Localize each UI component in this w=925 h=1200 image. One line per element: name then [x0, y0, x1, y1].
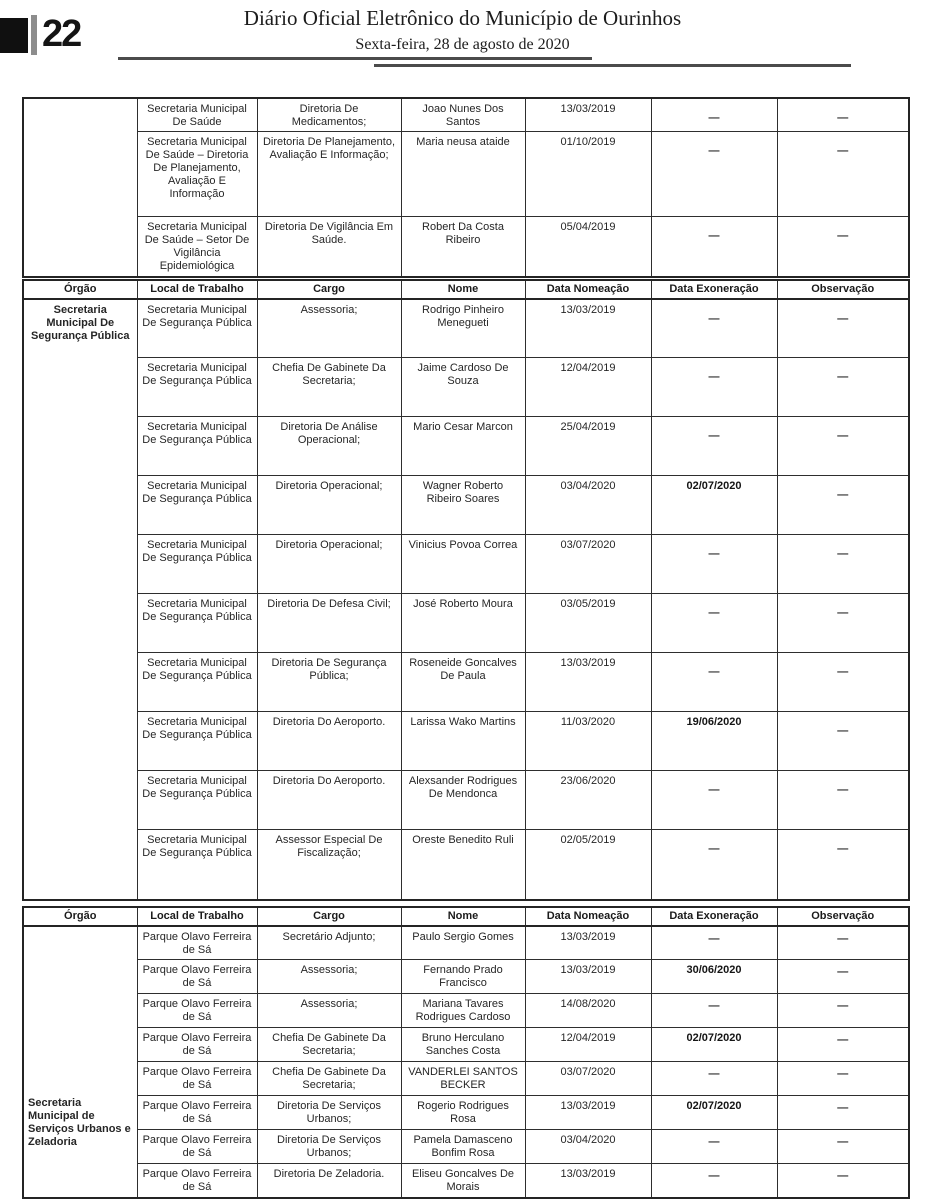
cell-cargo: Chefia De Gabinete Da Secretaria;	[257, 358, 401, 417]
cell-observacao	[777, 217, 909, 277]
table-row	[23, 1028, 909, 1062]
column-header-0: Órgão	[23, 280, 137, 299]
cell-local-de-trabalho: Secretaria Municipal De Segurança Pública	[137, 417, 257, 476]
column-header-1: Local de Trabalho	[137, 280, 257, 299]
cell-data-nomeacao: 11/03/2020	[525, 712, 651, 771]
cell-data-exoneracao	[651, 1164, 777, 1198]
cell-data-exoneracao	[651, 653, 777, 712]
table-row	[23, 358, 909, 417]
exoneration-date: 30/06/2020	[686, 964, 742, 976]
cell-data-exoneracao	[651, 132, 777, 217]
table-row	[23, 1062, 909, 1096]
cell-cargo: Assessoria;	[257, 994, 401, 1028]
cell-cargo: Diretoria De Vigilância Em Saúde.	[257, 217, 401, 277]
cell-data-nomeacao: 23/06/2020	[525, 771, 651, 830]
cell-nome: Wagner Roberto Ribeiro Soares	[401, 476, 525, 535]
table-row	[23, 535, 909, 594]
column-header-2: Cargo	[257, 280, 401, 299]
table-row	[23, 712, 909, 771]
cell-data-exoneracao	[651, 358, 777, 417]
empty-marker: —	[708, 784, 720, 796]
table-row	[23, 476, 909, 535]
table-row	[23, 98, 909, 132]
table-row	[23, 217, 909, 277]
column-header-4: Data Nomeação	[525, 280, 651, 299]
cell-data-nomeacao: 13/03/2019	[525, 926, 651, 960]
table-row	[23, 1096, 909, 1130]
column-header-5: Data Exoneração	[651, 907, 777, 926]
cell-local-de-trabalho: Secretaria Municipal De Segurança Pública	[137, 535, 257, 594]
cell-data-exoneracao	[651, 217, 777, 277]
empty-marker: —	[837, 312, 849, 325]
empty-marker: —	[837, 230, 849, 242]
cell-observacao	[777, 476, 909, 535]
cell-observacao	[777, 1062, 909, 1096]
empty-marker: —	[837, 371, 849, 383]
cell-data-nomeacao: 13/03/2019	[525, 1096, 651, 1130]
cell-observacao	[777, 1028, 909, 1062]
empty-marker: —	[837, 666, 849, 678]
cell-data-exoneracao	[651, 1062, 777, 1096]
empty-marker: —	[837, 430, 849, 442]
empty-marker: —	[837, 548, 849, 560]
cell-local-de-trabalho: Parque Olavo Ferreira de Sá	[137, 1062, 257, 1096]
cell-local-de-trabalho: Secretaria Municipal De Segurança Pública	[137, 476, 257, 535]
cell-local-de-trabalho: Parque Olavo Ferreira de Sá	[137, 960, 257, 994]
cell-data-nomeacao: 25/04/2019	[525, 417, 651, 476]
cell-data-exoneracao	[651, 994, 777, 1028]
table-section-saude-continuation	[22, 97, 910, 278]
masthead-rule-bottom	[374, 64, 851, 67]
cell-orgao	[23, 98, 137, 277]
column-header-1: Local de Trabalho	[137, 907, 257, 926]
cell-data-nomeacao: 03/05/2019	[525, 594, 651, 653]
cell-data-nomeacao: 03/04/2020	[525, 1130, 651, 1164]
table-row	[23, 1164, 909, 1198]
column-header-3: Nome	[401, 280, 525, 299]
cell-observacao	[777, 994, 909, 1028]
cell-observacao	[777, 1130, 909, 1164]
cell-data-exoneracao	[651, 98, 777, 132]
empty-marker: —	[837, 1000, 849, 1012]
exoneration-date: 19/06/2020	[686, 716, 742, 728]
cell-data-nomeacao: 13/03/2019	[525, 960, 651, 994]
cell-nome: Alexsander Rodrigues De Mendonca	[401, 771, 525, 830]
empty-marker: —	[708, 607, 720, 619]
cell-data-nomeacao: 01/10/2019	[525, 132, 651, 217]
cell-observacao	[777, 417, 909, 476]
cell-cargo: Diretoria De Segurança Pública;	[257, 653, 401, 712]
empty-marker: —	[708, 430, 720, 442]
cell-observacao	[777, 594, 909, 653]
empty-marker: —	[708, 145, 720, 157]
empty-marker: —	[708, 1068, 720, 1080]
cell-data-nomeacao: 05/04/2019	[525, 217, 651, 277]
cell-local-de-trabalho: Parque Olavo Ferreira de Sá	[137, 1164, 257, 1198]
cell-data-exoneracao	[651, 926, 777, 960]
exoneration-date: 02/07/2020	[686, 1032, 742, 1044]
cell-data-nomeacao: 13/03/2019	[525, 299, 651, 358]
cell-observacao	[777, 299, 909, 358]
cell-cargo: Diretoria De Zeladoria.	[257, 1164, 401, 1198]
cell-nome: Eliseu Goncalves De Morais	[401, 1164, 525, 1198]
empty-marker: —	[708, 666, 720, 678]
empty-marker: —	[708, 843, 720, 855]
empty-marker: —	[708, 312, 720, 325]
empty-marker: —	[837, 1170, 849, 1182]
empty-marker: —	[708, 112, 720, 124]
cell-nome: Joao Nunes Dos Santos	[401, 98, 525, 132]
cell-nome: Fernando Prado Francisco	[401, 960, 525, 994]
cell-data-exoneracao	[651, 830, 777, 900]
cell-nome: Vinicius Povoa Correa	[401, 535, 525, 594]
cell-nome: Paulo Sergio Gomes	[401, 926, 525, 960]
column-header-4: Data Nomeação	[525, 907, 651, 926]
cell-cargo: Secretário Adjunto;	[257, 926, 401, 960]
cell-local-de-trabalho: Parque Olavo Ferreira de Sá	[137, 1028, 257, 1062]
cell-cargo: Diretoria De Medicamentos;	[257, 98, 401, 132]
cell-observacao	[777, 926, 909, 960]
cell-cargo: Diretoria Operacional;	[257, 535, 401, 594]
gazette-title: Diário Oficial Eletrônico do Município de Ourinhos	[243, 6, 682, 30]
cell-observacao	[777, 535, 909, 594]
cell-nome: Roseneide Goncalves De Paula	[401, 653, 525, 712]
cell-nome: Mario Cesar Marcon	[401, 417, 525, 476]
table-row	[23, 594, 909, 653]
empty-marker: —	[708, 1136, 720, 1148]
cell-cargo: Chefia De Gabinete Da Secretaria;	[257, 1028, 401, 1062]
cell-local-de-trabalho: Parque Olavo Ferreira de Sá	[137, 1130, 257, 1164]
cell-local-de-trabalho: Secretaria Municipal De Saúde – Diretoria De Planejamento, Avaliação E Informação	[137, 132, 257, 217]
table-row	[23, 994, 909, 1028]
table-section-servicos-urbanos	[22, 906, 910, 1199]
cell-observacao	[777, 98, 909, 132]
cell-nome: Rogerio Rodrigues Rosa	[401, 1096, 525, 1130]
cell-local-de-trabalho: Secretaria Municipal De Saúde	[137, 98, 257, 132]
empty-marker: —	[708, 1170, 720, 1182]
cell-local-de-trabalho: Secretaria Municipal De Segurança Pública	[137, 653, 257, 712]
cell-local-de-trabalho: Parque Olavo Ferreira de Sá	[137, 994, 257, 1028]
empty-marker: —	[837, 1034, 849, 1046]
exoneration-date: 02/07/2020	[686, 1100, 742, 1112]
cell-data-nomeacao: 03/04/2020	[525, 476, 651, 535]
cell-observacao	[777, 830, 909, 900]
empty-marker: —	[837, 1068, 849, 1080]
table-row	[23, 417, 909, 476]
cell-cargo: Diretoria De Serviços Urbanos;	[257, 1096, 401, 1130]
cell-data-exoneracao	[651, 476, 777, 535]
cell-data-nomeacao: 14/08/2020	[525, 994, 651, 1028]
cell-cargo: Diretoria De Serviços Urbanos;	[257, 1130, 401, 1164]
table-row	[23, 830, 909, 900]
table-row	[23, 653, 909, 712]
cell-observacao	[777, 712, 909, 771]
table-section-seguranca-publica	[22, 279, 910, 901]
cell-cargo: Diretoria Operacional;	[257, 476, 401, 535]
column-header-6: Observação	[777, 907, 909, 926]
cell-orgao: Secretaria Municipal de Serviços Urbanos e Zeladoria	[23, 926, 137, 1198]
cell-nome: Jaime Cardoso De Souza	[401, 358, 525, 417]
cell-local-de-trabalho: Secretaria Municipal De Segurança Pública	[137, 594, 257, 653]
cell-data-exoneracao	[651, 1130, 777, 1164]
cell-nome: Oreste Benedito Ruli	[401, 830, 525, 900]
empty-marker: —	[837, 607, 849, 619]
empty-marker: —	[837, 145, 849, 157]
empty-marker: —	[708, 371, 720, 383]
cell-orgao: Secretaria Municipal De Segurança Pública	[23, 299, 137, 900]
cell-cargo: Diretoria Do Aeroporto.	[257, 712, 401, 771]
column-header-0: Órgão	[23, 907, 137, 926]
cell-data-nomeacao: 03/07/2020	[525, 1062, 651, 1096]
cell-observacao	[777, 960, 909, 994]
cell-data-exoneracao	[651, 771, 777, 830]
cell-cargo: Diretoria De Análise Operacional;	[257, 417, 401, 476]
cell-data-exoneracao	[651, 535, 777, 594]
cell-data-exoneracao	[651, 299, 777, 358]
cell-data-nomeacao: 13/03/2019	[525, 98, 651, 132]
cell-data-nomeacao: 13/03/2019	[525, 1164, 651, 1198]
cell-nome: Larissa Wako Martins	[401, 712, 525, 771]
cell-nome: José Roberto Moura	[401, 594, 525, 653]
cell-local-de-trabalho: Parque Olavo Ferreira de Sá	[137, 926, 257, 960]
cell-observacao	[777, 653, 909, 712]
cell-data-exoneracao	[651, 712, 777, 771]
cell-observacao	[777, 1096, 909, 1130]
empty-marker: —	[837, 1136, 849, 1148]
table-row	[23, 132, 909, 217]
cell-nome: Maria neusa ataide	[401, 132, 525, 217]
table-row	[23, 960, 909, 994]
cell-local-de-trabalho: Secretaria Municipal De Segurança Pública	[137, 712, 257, 771]
cell-cargo: Assessoria;	[257, 960, 401, 994]
table-row	[23, 771, 909, 830]
cell-local-de-trabalho: Secretaria Municipal De Segurança Pública	[137, 771, 257, 830]
cell-data-exoneracao	[651, 417, 777, 476]
column-header-3: Nome	[401, 907, 525, 926]
cell-data-exoneracao	[651, 1096, 777, 1130]
cell-data-nomeacao: 13/03/2019	[525, 653, 651, 712]
cell-nome: Robert Da Costa Ribeiro	[401, 217, 525, 277]
empty-marker: —	[837, 112, 849, 124]
cell-observacao	[777, 771, 909, 830]
cell-data-nomeacao: 12/04/2019	[525, 358, 651, 417]
cell-data-nomeacao: 12/04/2019	[525, 1028, 651, 1062]
cell-nome: Mariana Tavares Rodrigues Cardoso	[401, 994, 525, 1028]
cell-local-de-trabalho: Secretaria Municipal De Segurança Pública	[137, 830, 257, 900]
cell-cargo: Diretoria De Defesa Civil;	[257, 594, 401, 653]
column-header-5: Data Exoneração	[651, 280, 777, 299]
cell-data-nomeacao: 02/05/2019	[525, 830, 651, 900]
cell-nome: Rodrigo Pinheiro Menegueti	[401, 299, 525, 358]
cell-nome: Pamela Damasceno Bonfim Rosa	[401, 1130, 525, 1164]
empty-marker: —	[837, 725, 849, 737]
cell-nome: Bruno Herculano Sanches Costa	[401, 1028, 525, 1062]
cell-data-exoneracao	[651, 1028, 777, 1062]
appointments-tables	[22, 97, 910, 1199]
cell-observacao	[777, 132, 909, 217]
empty-marker: —	[837, 932, 849, 945]
empty-marker: —	[837, 966, 849, 978]
empty-marker: —	[837, 843, 849, 855]
header-row	[23, 280, 909, 299]
empty-marker: —	[837, 1102, 849, 1114]
masthead-rule-top	[118, 57, 592, 60]
header-row	[23, 907, 909, 926]
cell-data-exoneracao	[651, 960, 777, 994]
column-header-2: Cargo	[257, 907, 401, 926]
cell-data-exoneracao	[651, 594, 777, 653]
page-number: 22	[42, 13, 81, 55]
cell-local-de-trabalho: Secretaria Municipal De Segurança Pública	[137, 358, 257, 417]
gazette-date: Sexta-feira, 28 de agosto de 2020	[355, 36, 570, 53]
table-row	[23, 1130, 909, 1164]
empty-marker: —	[837, 489, 849, 501]
empty-marker: —	[837, 784, 849, 796]
cell-nome: VANDERLEI SANTOS BECKER	[401, 1062, 525, 1096]
empty-marker: —	[708, 932, 720, 945]
cell-cargo: Assessoria;	[257, 299, 401, 358]
table-row	[23, 926, 909, 960]
cell-local-de-trabalho: Secretaria Municipal De Saúde – Setor De Vigilância Epidemiológica	[137, 217, 257, 277]
cell-cargo: Chefia De Gabinete Da Secretaria;	[257, 1062, 401, 1096]
cell-observacao	[777, 358, 909, 417]
cell-observacao	[777, 1164, 909, 1198]
cell-local-de-trabalho: Secretaria Municipal De Segurança Pública	[137, 299, 257, 358]
cell-cargo: Diretoria Do Aeroporto.	[257, 771, 401, 830]
column-header-6: Observação	[777, 280, 909, 299]
table-row	[23, 299, 909, 358]
cell-local-de-trabalho: Parque Olavo Ferreira de Sá	[137, 1096, 257, 1130]
cell-data-nomeacao: 03/07/2020	[525, 535, 651, 594]
empty-marker: —	[708, 548, 720, 560]
cell-cargo: Diretoria De Planejamento, Avaliação E Informação;	[257, 132, 401, 217]
exoneration-date: 02/07/2020	[686, 480, 742, 492]
cell-cargo: Assessor Especial De Fiscalização;	[257, 830, 401, 900]
empty-marker: —	[708, 230, 720, 242]
empty-marker: —	[708, 1000, 720, 1012]
